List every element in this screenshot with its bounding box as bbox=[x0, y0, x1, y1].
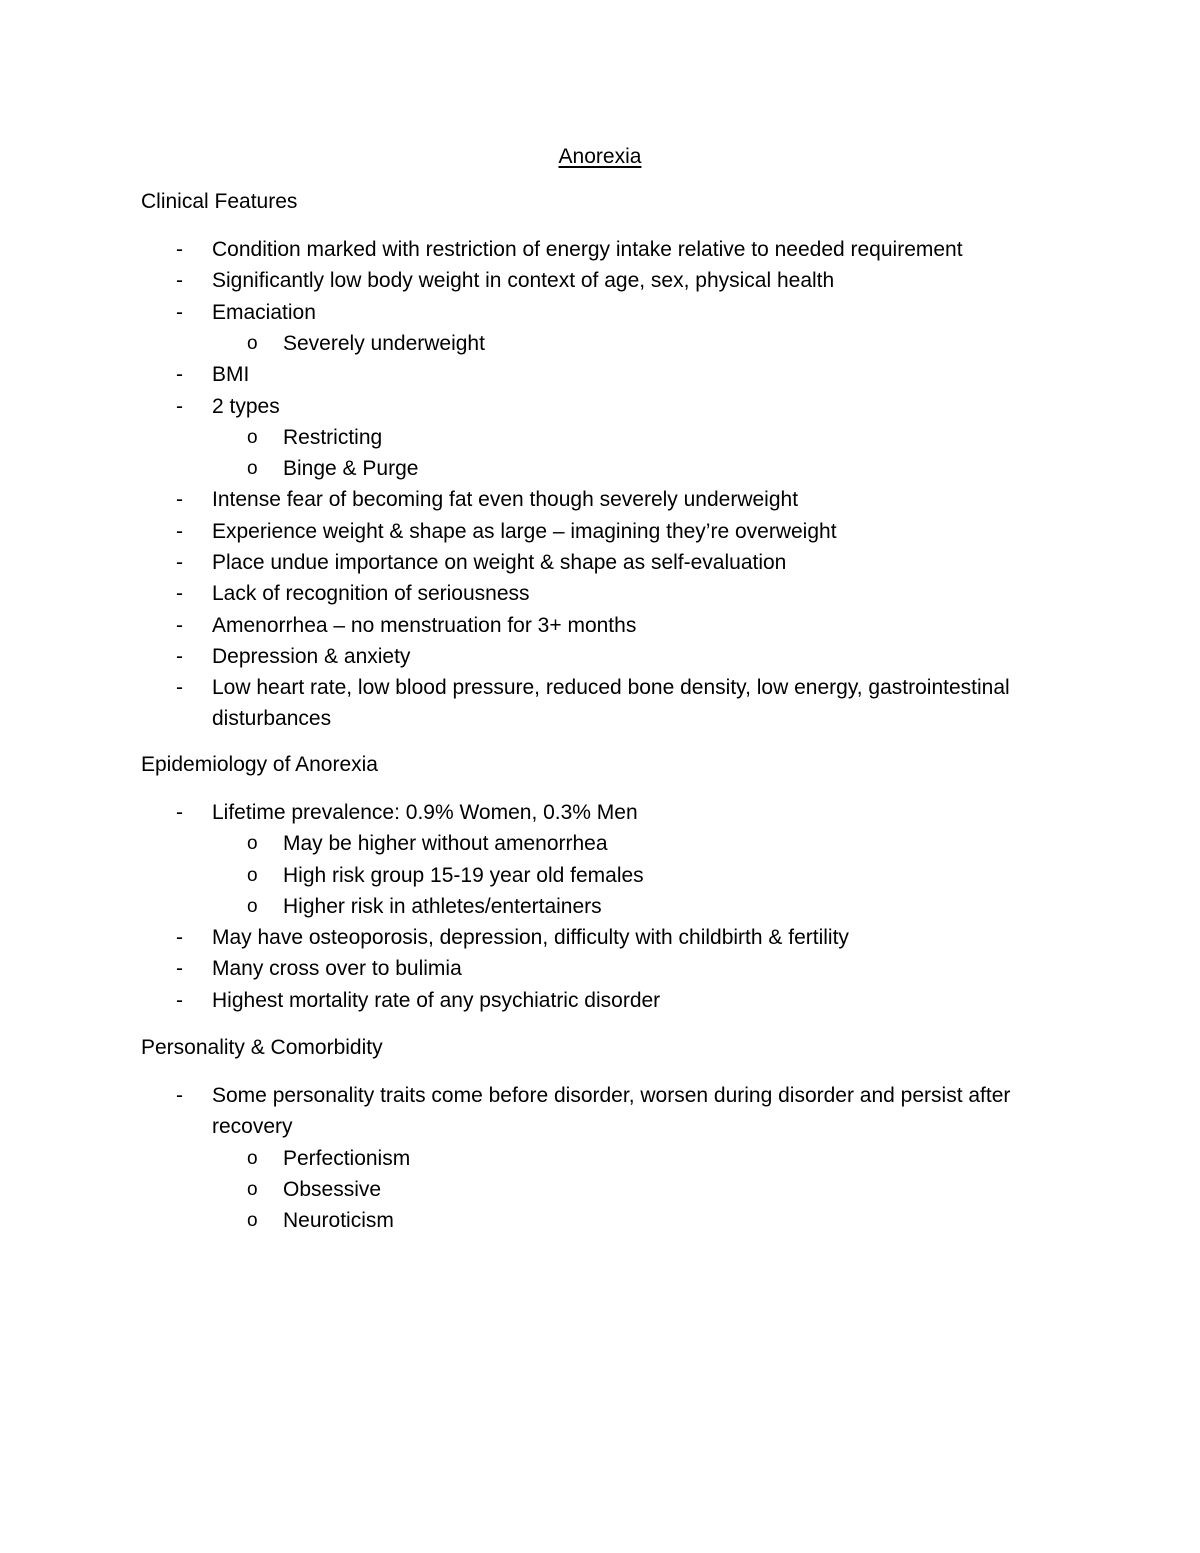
dash-bullet-icon: - bbox=[176, 582, 183, 605]
bullet-text: BMI bbox=[212, 363, 250, 386]
bullet-continuation bbox=[0, 1111, 1200, 1142]
dash-bullet-icon: - bbox=[176, 801, 183, 824]
dash-bullet-icon: - bbox=[176, 551, 183, 574]
bullet-text: Many cross over to bulimia bbox=[212, 957, 462, 980]
bullet-text: Highest mortality rate of any psychiatric disorder bbox=[212, 989, 661, 1012]
sub-bullet-text: High risk group 15-19 year old females bbox=[283, 864, 644, 887]
dash-bullet-icon: - bbox=[176, 520, 183, 543]
bullet-item bbox=[0, 265, 1200, 296]
sub-bullet-item bbox=[0, 422, 1200, 453]
dash-bullet-icon: - bbox=[176, 676, 183, 699]
sub-bullet-item bbox=[0, 860, 1200, 891]
bullet-continuation bbox=[0, 703, 1200, 734]
sub-bullet-item bbox=[0, 1205, 1200, 1236]
circle-bullet-icon: o bbox=[247, 1148, 258, 1169]
dash-bullet-icon: - bbox=[176, 614, 183, 637]
circle-bullet-icon: o bbox=[247, 1179, 258, 1200]
circle-bullet-icon: o bbox=[247, 333, 258, 354]
bullet-item bbox=[0, 672, 1200, 703]
bullet-item bbox=[0, 391, 1200, 422]
bullet-item bbox=[0, 234, 1200, 265]
bullet-item bbox=[0, 797, 1200, 828]
bullet-item bbox=[0, 953, 1200, 984]
bullet-item bbox=[0, 610, 1200, 641]
circle-bullet-icon: o bbox=[247, 896, 258, 917]
bullet-continuation-text: disturbances bbox=[212, 707, 332, 730]
bullet-text: Place undue importance on weight & shape as self-evaluation bbox=[212, 551, 787, 574]
bullet-text: Amenorrhea – no menstruation for 3+ months bbox=[212, 614, 637, 637]
bullet-text: Some personality traits come before disorder, worsen during disorder and persist after bbox=[212, 1084, 1011, 1107]
bullet-text: Significantly low body weight in context of age, sex, physical health bbox=[212, 269, 835, 292]
sub-bullet-item bbox=[0, 828, 1200, 859]
sub-bullet-text: Severely underweight bbox=[283, 332, 485, 355]
dash-bullet-icon: - bbox=[176, 957, 183, 980]
bullet-text: Emaciation bbox=[212, 301, 316, 324]
dash-bullet-icon: - bbox=[176, 363, 183, 386]
bullet-item bbox=[0, 922, 1200, 953]
bullet-text: Intense fear of becoming fat even though severely underweight bbox=[212, 488, 799, 511]
bullet-text: Low heart rate, low blood pressure, reduced bone density, low energy, gastrointestinal bbox=[212, 676, 1010, 699]
dash-bullet-icon: - bbox=[176, 488, 183, 511]
bullet-text: Condition marked with restriction of energy intake relative to needed requirement bbox=[212, 238, 963, 261]
sub-bullet-item bbox=[0, 328, 1200, 359]
sub-bullet-text: Obsessive bbox=[283, 1178, 382, 1201]
sub-bullet-item bbox=[0, 891, 1200, 922]
bullet-item bbox=[0, 484, 1200, 515]
circle-bullet-icon: o bbox=[247, 833, 258, 854]
sub-bullet-text: May be higher without amenorrhea bbox=[283, 832, 608, 855]
bullet-text: Lack of recognition of seriousness bbox=[212, 582, 530, 605]
dash-bullet-icon: - bbox=[176, 269, 183, 292]
bullet-item bbox=[0, 547, 1200, 578]
bullet-item bbox=[0, 297, 1200, 328]
sub-bullet-text: Binge & Purge bbox=[283, 457, 419, 480]
bullet-item bbox=[0, 1080, 1200, 1111]
sub-bullet-item bbox=[0, 453, 1200, 484]
dash-bullet-icon: - bbox=[176, 1084, 183, 1107]
section-heading: Personality & Comorbidity bbox=[141, 1036, 383, 1059]
bullet-item bbox=[0, 516, 1200, 547]
sub-bullet-item bbox=[0, 1174, 1200, 1205]
bullet-continuation-text: recovery bbox=[212, 1115, 293, 1138]
bullet-text: May have osteoporosis, depression, difficulty with childbirth & fertility bbox=[212, 926, 849, 949]
bullet-item bbox=[0, 359, 1200, 390]
sub-bullet-text: Neuroticism bbox=[283, 1209, 394, 1232]
circle-bullet-icon: o bbox=[247, 865, 258, 886]
dash-bullet-icon: - bbox=[176, 645, 183, 668]
section-heading: Clinical Features bbox=[141, 190, 298, 213]
bullet-text: Lifetime prevalence: 0.9% Women, 0.3% Men bbox=[212, 801, 638, 824]
dash-bullet-icon: - bbox=[176, 395, 183, 418]
dash-bullet-icon: - bbox=[176, 301, 183, 324]
circle-bullet-icon: o bbox=[247, 427, 258, 448]
circle-bullet-icon: o bbox=[247, 458, 258, 479]
sub-bullet-item bbox=[0, 1143, 1200, 1174]
bullet-text: 2 types bbox=[212, 395, 280, 418]
dash-bullet-icon: - bbox=[176, 989, 183, 1012]
bullet-text: Experience weight & shape as large – imagining they’re overweight bbox=[212, 520, 837, 543]
sub-bullet-text: Perfectionism bbox=[283, 1147, 411, 1170]
bullet-item bbox=[0, 641, 1200, 672]
dash-bullet-icon: - bbox=[176, 926, 183, 949]
bullet-text: Depression & anxiety bbox=[212, 645, 411, 668]
bullet-item bbox=[0, 578, 1200, 609]
page-title: Anorexia bbox=[558, 145, 642, 168]
sub-bullet-text: Higher risk in athletes/entertainers bbox=[283, 895, 602, 918]
section-heading: Epidemiology of Anorexia bbox=[141, 753, 378, 776]
sub-bullet-text: Restricting bbox=[283, 426, 383, 449]
dash-bullet-icon: - bbox=[176, 238, 183, 261]
bullet-item bbox=[0, 985, 1200, 1016]
circle-bullet-icon: o bbox=[247, 1210, 258, 1231]
